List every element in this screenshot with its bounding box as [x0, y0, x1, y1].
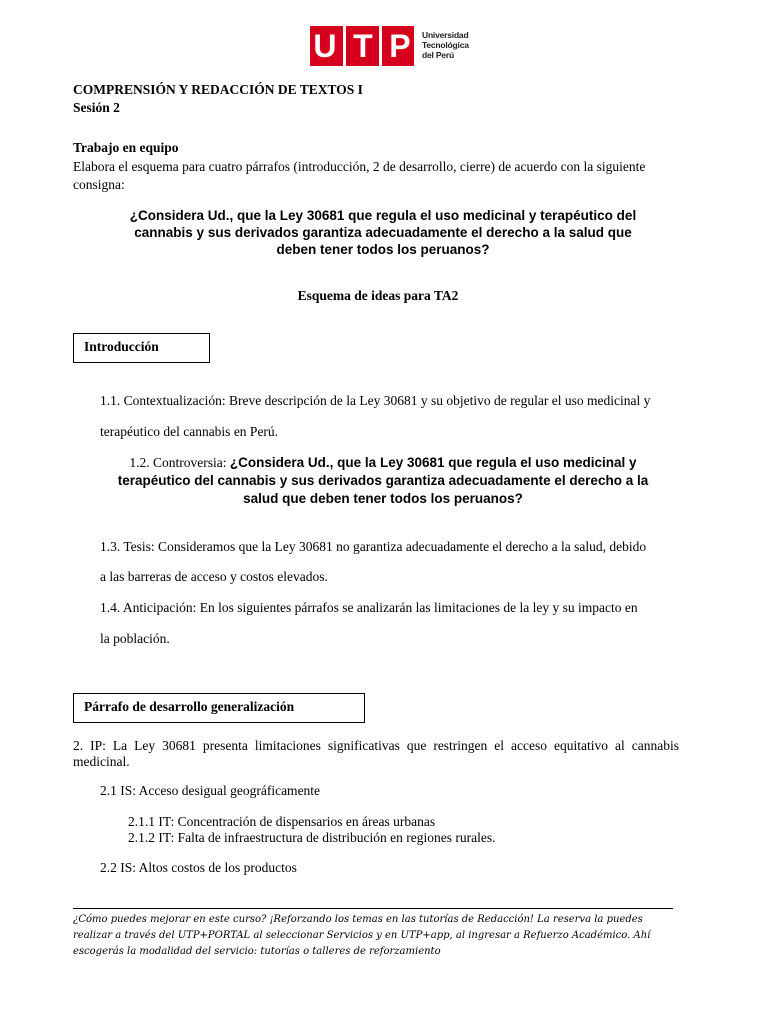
- utp-logo: [310, 26, 475, 68]
- logo-separator: [379, 26, 382, 66]
- intro-section-label: Introducción: [73, 333, 210, 363]
- intro-point-1-3-cont: a las barreras de acceso y costos elevados.: [100, 569, 328, 584]
- controversy-question-line: terapéutico del cannabis y sus derivados garantiza adecuadamente el derecho a la: [117, 473, 649, 488]
- footer-divider: [73, 908, 673, 909]
- development-tertiary-idea-2: 2.1.2 IT: Falta de infraestructura de distribución en regiones rurales.: [128, 830, 496, 845]
- intro-point-1-1-cont: terapéutico del cannabis en Perú.: [100, 424, 279, 439]
- intro-point-1-4: 1.4. Anticipación: En los siguientes párrafos se analizarán las limitaciones de la ley y su impacto en: [100, 600, 638, 615]
- intro-point-1-2: [92, 454, 674, 508]
- footer-line: escogerás la modalidad del servicio: tutorías o talleres de reforzamiento: [73, 946, 441, 957]
- controversy-question-line: salud que deben tener todos los peruanos?: [243, 491, 523, 506]
- utp-logo-mark: [310, 26, 414, 66]
- logo-letter-p: P: [389, 28, 411, 64]
- development-secondary-idea-2: 2.2 IS: Altos costos de los productos: [100, 860, 297, 875]
- task-instruction: Elabora el esquema para cuatro párrafos (introducción, 2 de desarrollo, cierre) de acuerdo con la siguiente consigna:: [73, 159, 646, 192]
- intro-point-1-4-cont: la población.: [100, 631, 170, 646]
- intro-point-1-1: 1.1. Contextualización: Breve descripción de la Ley 30681 y su objetivo de regular el uso medicinal y: [100, 393, 651, 408]
- logo-text-line: Universidad: [422, 30, 469, 40]
- task-question: [73, 207, 693, 258]
- course-title: COMPRENSIÓN Y REDACCIÓN DE TEXTOS I: [73, 82, 363, 97]
- logo-text-line: del Perú: [422, 50, 454, 60]
- logo-letter-t: T: [353, 28, 373, 64]
- development-section-label: Párrafo de desarrollo generalización: [73, 693, 365, 723]
- logo-letter-u: U: [313, 28, 337, 64]
- controversy-question: ¿Considera Ud., que la Ley 30681 que regula el uso medicinal y: [229, 455, 637, 470]
- logo-text-line: Tecnológica: [422, 40, 469, 50]
- development-secondary-idea-1: 2.1 IS: Acceso desigual geográficamente: [100, 783, 321, 798]
- session-label: Sesión 2: [73, 100, 120, 115]
- scheme-title: Esquema de ideas para TA2: [297, 288, 459, 303]
- logo-separator: [343, 26, 346, 66]
- footer-line: ¿Cómo puedes mejorar en este curso? ¡Reforzando los temas en las tutorías de Redacción! La reserva la puedes: [73, 914, 643, 925]
- controversy-label: 1.2. Controversia:: [129, 455, 230, 470]
- footer-note: [73, 912, 678, 960]
- question-line: ¿Considera Ud., que la Ley 30681 que regula el uso medicinal y terapéutico del: [129, 208, 637, 223]
- footer-line: realizar a través del UTP+PORTAL al seleccionar Servicios y en UTP+app, al ingresar a Refuerzo Académico. Ahí: [73, 930, 651, 941]
- development-main-idea: 2. IP: La Ley 30681 presenta limitaciones significativas que restringen el acceso equitativo al cannabis medicinal.: [73, 738, 679, 769]
- development-tertiary-idea-1: 2.1.1 IT: Concentración de dispensarios en áreas urbanas: [128, 814, 436, 829]
- question-line: deben tener todos los peruanos?: [276, 242, 490, 257]
- question-line: cannabis y sus derivados garantiza adecuadamente el derecho a la salud que: [134, 225, 632, 240]
- logo-text: [422, 30, 469, 60]
- intro-point-1-3: 1.3. Tesis: Consideramos que la Ley 30681 no garantiza adecuadamente el derecho a la salud, debido: [100, 539, 647, 554]
- task-title: Trabajo en equipo: [73, 140, 179, 155]
